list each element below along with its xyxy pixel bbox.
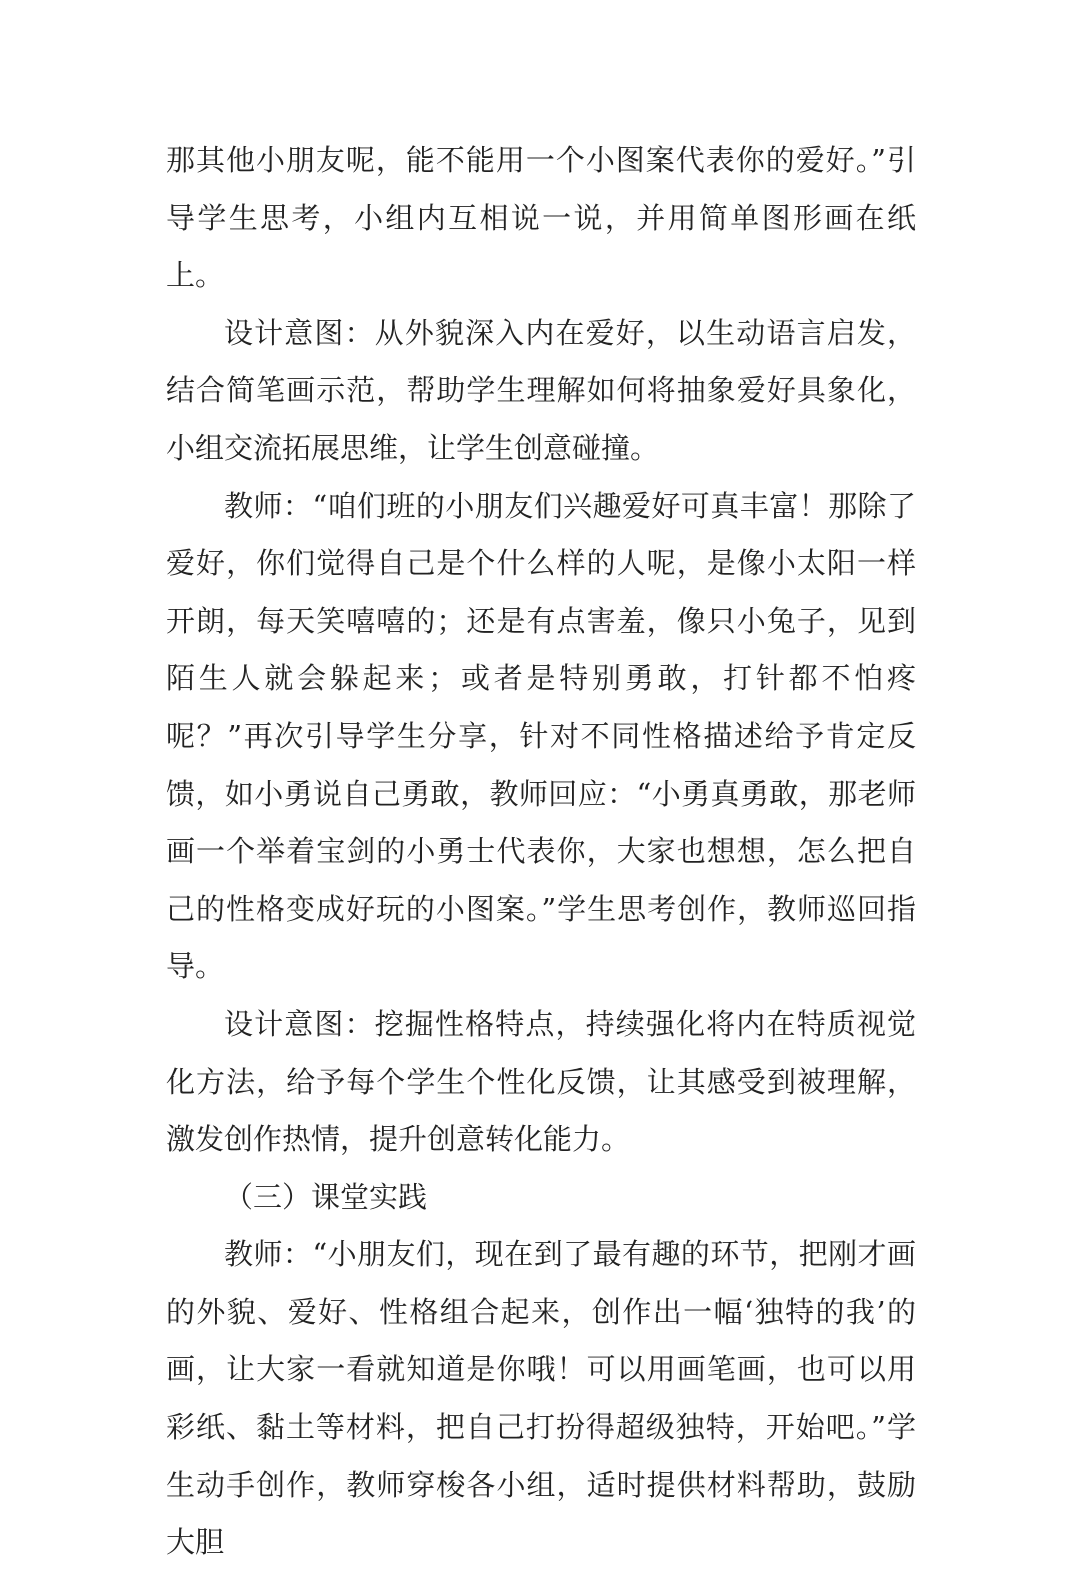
paragraph-continued: 那其他小朋友呢，能不能用一个小图案代表你的爱好。”引导学生思考，小组内互相说一说，并用简单图形画在纸上。 bbox=[166, 143, 916, 293]
section-heading-practice: （三）课堂实践 bbox=[224, 1179, 428, 1214]
paragraph-design-intent-1: 设计意图：从外貌深入内在爱好，以生动语言启发，结合简笔画示范，帮助学生理解如何将抽象爱好具象化，小组交流拓展思维，让学生创意碰撞。 bbox=[166, 315, 916, 465]
paragraph-teacher-personality: 教师：“咱们班的小朋友们兴趣爱好可真丰富！那除了爱好，你们觉得自己是个什么样的人呢，是像小太阳一样开朗，每天笑嘻嘻的；还是有点害羞，像只小兔子，见到陌生人就会躲起来；或者是特别勇敢，打针都不怕疼呢？”再次引导学生分享，针对不同性格描述给予肯定反馈，如小勇说自己勇敢，教师回应：“小勇真勇敢，那老师画一个举着宝剑的小勇士代表你，大家也想想，怎么把自己的性格变成好玩的小图案。”学生思考创作，教师巡回指导。 bbox=[166, 488, 916, 984]
paragraph-teacher-practice: 教师：“小朋友们，现在到了最有趣的环节，把刚才画的外貌、爱好、性格组合起来，创作出一幅‘独特的我’的画，让大家一看就知道是你哦！可以用画笔画，也可以用彩纸、黏土等材料，把自己打扮得超级独特，开始吧。”学生动手创作，教师穿梭各小组，适时提供材料帮助，鼓励大胆 bbox=[166, 1237, 916, 1560]
paragraph-design-intent-2: 设计意图：挖掘性格特点，持续强化将内在特质视觉化方法，给予每个学生个性化反馈，让其感受到被理解，激发创作热情，提升创意转化能力。 bbox=[166, 1006, 916, 1157]
body-text bbox=[166, 132, 916, 1572]
